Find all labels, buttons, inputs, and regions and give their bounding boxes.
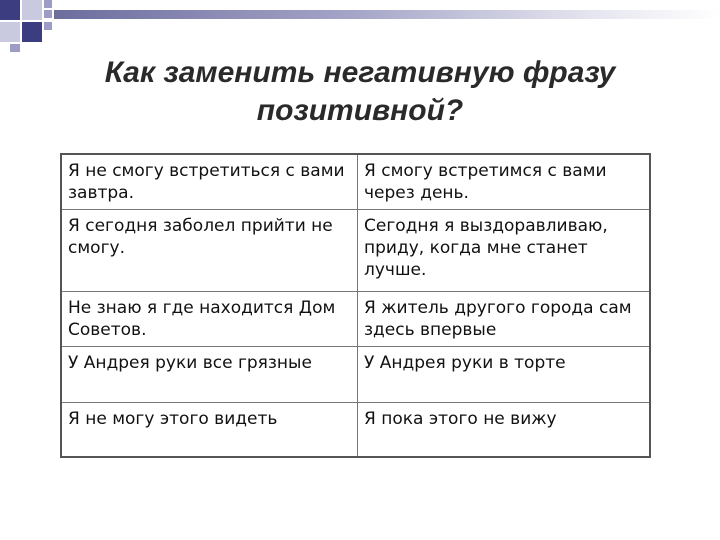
- decor-top-bar: [54, 10, 720, 19]
- negative-phrase-cell: У Андрея руки все грязные: [61, 347, 358, 403]
- decor-square: [44, 10, 52, 18]
- negative-phrase-cell: Я не могу этого видеть: [61, 403, 358, 458]
- positive-phrase-cell: Я пока этого не вижу: [358, 403, 651, 458]
- decor-square: [0, 0, 20, 20]
- positive-phrase-cell: Сегодня я выздоравливаю, приду, когда мне станет лучше.: [358, 210, 651, 292]
- decor-square: [44, 0, 52, 8]
- decor-square: [0, 22, 20, 42]
- positive-phrase-cell: У Андрея руки в торте: [358, 347, 651, 403]
- table-row: [61, 210, 650, 292]
- decor-square: [22, 0, 42, 20]
- table-row: [61, 154, 650, 210]
- decor-square: [10, 44, 20, 52]
- negative-phrase-cell: Я сегодня заболел прийти не смогу.: [61, 210, 358, 292]
- decor-square: [22, 22, 42, 42]
- slide-title-line-2: позитивной?: [256, 94, 464, 127]
- slide-title: [40, 54, 680, 130]
- table-row: [61, 292, 650, 347]
- slide-title-line-1: Как заменить негативную фразу: [104, 56, 616, 89]
- negative-phrase-cell: Я не смогу встретиться с вами завтра.: [61, 154, 358, 210]
- positive-phrase-cell: Я житель другого города сам здесь впервые: [358, 292, 651, 347]
- positive-phrase-cell: Я смогу встретимся с вами через день.: [358, 154, 651, 210]
- table-row: [61, 403, 650, 458]
- decor-square: [44, 22, 52, 30]
- negative-phrase-cell: Не знаю я где находится Дом Советов.: [61, 292, 358, 347]
- table-row: [61, 347, 650, 403]
- phrases-table: [60, 153, 651, 458]
